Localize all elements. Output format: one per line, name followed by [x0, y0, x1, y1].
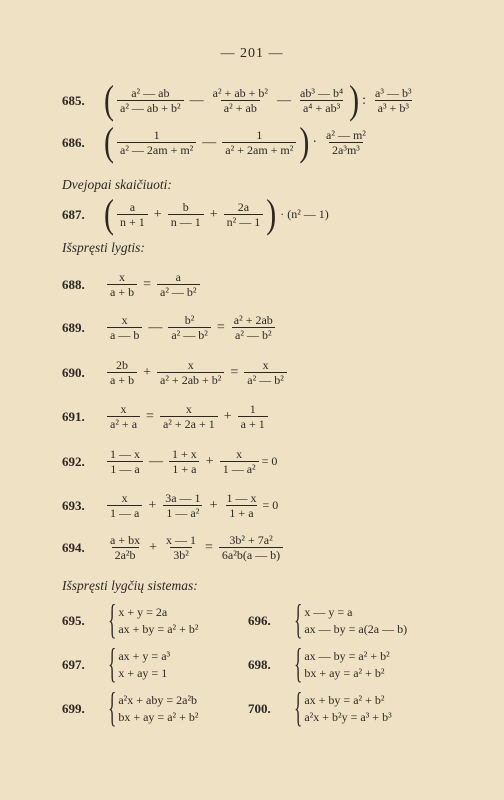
numerator: x — [187, 358, 194, 372]
section-heading: Išspręsti lygčių sistemas: — [62, 578, 198, 593]
denominator: a² — 2am + m² — [117, 142, 196, 157]
numerator: x — [119, 270, 126, 284]
denominator: a — b — [107, 327, 142, 342]
equals: = — [205, 539, 213, 555]
numerator: x — [121, 491, 128, 505]
operator: — — [149, 453, 163, 469]
fraction — [107, 491, 142, 520]
numerator: 2a — [237, 200, 250, 214]
problem-number: 700. — [248, 701, 271, 716]
section-heading: Išspręsti lygtis: — [62, 240, 145, 255]
fraction — [163, 533, 199, 562]
system-697 — [62, 642, 171, 687]
fraction — [244, 358, 287, 387]
fraction — [219, 533, 283, 562]
multiplier: · (n² — 1) — [280, 207, 329, 221]
equation: a²x + aby = 2a²b — [118, 693, 198, 707]
denominator: 3b² — [170, 547, 192, 562]
right-paren: ) — [349, 77, 360, 123]
right-paren: ) — [299, 119, 310, 165]
problem-689 — [62, 313, 279, 342]
right-hand-side: = 0 — [261, 454, 278, 468]
operator: + — [153, 206, 162, 222]
denominator: a² — b² — [232, 327, 275, 342]
equation: ax + y = a³ — [118, 649, 171, 663]
fraction — [297, 86, 346, 115]
operator: + — [223, 408, 232, 424]
numerator: 1 — [249, 402, 256, 416]
problem-number: 694. — [62, 539, 85, 555]
brace: { — [294, 598, 303, 643]
denominator: a + b — [107, 372, 137, 387]
problem-685 — [62, 77, 418, 123]
denominator: a² — b² — [168, 327, 211, 342]
equals: = — [143, 276, 151, 292]
system-696 — [248, 598, 408, 643]
brace: { — [108, 686, 117, 731]
numerator: a² + 2ab — [233, 313, 273, 327]
operator: + — [149, 539, 157, 555]
problem-number: 690. — [62, 364, 85, 380]
operator: + — [209, 497, 218, 513]
operator: + — [205, 453, 214, 469]
right-hand-side: = 0 — [262, 498, 279, 512]
numerator: a² — m² — [326, 128, 366, 142]
equals: = — [216, 319, 225, 335]
fraction — [168, 200, 204, 229]
section-heading: Dvejopai skaičiuoti: — [62, 177, 172, 192]
left-paren: ( — [104, 77, 114, 123]
denominator: a² — ab + b² — [117, 100, 184, 115]
fraction — [160, 402, 218, 431]
numerator: a² + ab + b² — [212, 86, 269, 100]
denominator: 1 + a — [169, 461, 199, 476]
denominator: a² — b² — [244, 372, 287, 387]
operator: + — [148, 497, 157, 513]
denominator: n — 1 — [168, 214, 204, 229]
equals: = — [230, 364, 239, 380]
problem-692 — [62, 447, 277, 476]
problem-686 — [62, 119, 372, 165]
numerator: 1 — [256, 128, 263, 142]
fraction — [220, 447, 259, 476]
fraction — [157, 358, 224, 387]
fraction — [107, 402, 140, 431]
numerator: a — [129, 200, 136, 214]
operator: + — [143, 364, 151, 380]
numerator: 1 — x — [110, 447, 140, 461]
fraction — [168, 313, 211, 342]
denominator: a⁴ + ab³ — [300, 100, 343, 115]
problem-number: 688. — [62, 276, 85, 292]
problem-number: 692. — [62, 453, 85, 469]
equation: a²x + b²y = a³ + b³ — [304, 710, 392, 724]
denominator: 6a²b(a — b) — [219, 547, 283, 562]
problem-number: 686. — [62, 134, 85, 150]
system-698 — [248, 642, 390, 687]
system-699 — [62, 686, 199, 731]
equation: x + ay = 1 — [118, 666, 168, 680]
equation: bx + ay = a² + b² — [304, 666, 385, 680]
brace: { — [108, 642, 117, 687]
equation: x — y = a — [304, 605, 353, 619]
fraction — [107, 447, 143, 476]
fraction — [169, 447, 200, 476]
problem-number: 685. — [62, 92, 85, 108]
problem-number: 697. — [62, 657, 85, 672]
problem-number: 687. — [62, 206, 85, 222]
fraction — [107, 358, 137, 387]
fraction — [117, 128, 196, 157]
denominator: 1 — a — [107, 461, 142, 476]
denominator: a + 1 — [238, 416, 268, 431]
numerator: 1 — [153, 128, 160, 142]
left-paren: ( — [104, 119, 114, 165]
numerator: 3a — 1 — [165, 491, 201, 505]
equation: ax + by = a² + b² — [304, 693, 385, 707]
denominator: 1 + a — [226, 505, 256, 520]
denominator: a² + 2a + 1 — [160, 416, 218, 431]
fraction — [157, 270, 200, 299]
problem-number: 699. — [62, 701, 85, 716]
numerator: x — [120, 402, 127, 416]
fraction — [223, 491, 259, 520]
numerator: x — [185, 402, 192, 416]
numerator: ab³ — b⁴ — [300, 86, 344, 100]
fraction — [238, 402, 268, 431]
fraction — [107, 313, 142, 342]
problem-number: 698. — [248, 657, 271, 672]
equation: x + y = 2a — [118, 605, 168, 619]
denominator: n + 1 — [117, 214, 148, 229]
denominator: a² + 2am + m² — [222, 142, 296, 157]
equation: bx + ay = a² + b² — [118, 710, 199, 724]
numerator: b — [182, 200, 189, 214]
brace: { — [294, 686, 303, 731]
system-695 — [62, 598, 199, 643]
equals: = — [146, 408, 154, 424]
numerator: a — [175, 270, 181, 284]
numerator: a² — ab — [131, 86, 170, 100]
left-paren: ( — [104, 191, 114, 237]
system-700 — [248, 686, 392, 731]
fraction — [224, 200, 264, 229]
equation: ax — by = a(2a — b) — [304, 622, 408, 636]
numerator: x — [236, 447, 243, 461]
problem-number: 689. — [62, 319, 85, 335]
equation: ax — by = a² + b² — [304, 649, 390, 663]
equation: ax + by = a² + b² — [118, 622, 199, 636]
problem-687 — [62, 191, 329, 237]
denominator: 2a³m³ — [329, 142, 363, 157]
fraction — [162, 491, 203, 520]
operator: — — [189, 92, 204, 108]
problem-690 — [62, 358, 290, 387]
denominator: 1 — a² — [220, 461, 259, 476]
denominator: a² + ab — [221, 100, 260, 115]
problem-694 — [62, 533, 286, 562]
operator: · — [312, 134, 318, 150]
numerator: 1 + x — [172, 447, 197, 461]
problem-number: 693. — [62, 497, 85, 513]
problem-688 — [62, 270, 203, 299]
operator: — — [277, 92, 292, 108]
denominator: a + b — [107, 284, 137, 299]
denominator: a² — b² — [157, 284, 200, 299]
operator: — — [202, 134, 217, 150]
right-paren: ) — [266, 191, 277, 237]
numerator: b² — [184, 313, 195, 327]
denominator: n² — 1 — [224, 214, 264, 229]
problem-691 — [62, 402, 271, 431]
brace: { — [108, 598, 117, 643]
numerator: a³ — b³ — [375, 86, 412, 100]
fraction — [231, 313, 276, 342]
numerator: 3b² + 7a² — [229, 533, 273, 547]
fraction — [117, 86, 184, 115]
fraction — [107, 270, 137, 299]
brace: { — [294, 642, 303, 687]
problem-693 — [62, 491, 278, 520]
fraction — [372, 86, 415, 115]
operator: — — [148, 319, 163, 335]
operator: + — [209, 206, 218, 222]
denominator: 1 — a² — [163, 505, 202, 520]
denominator: a² + 2ab + b² — [157, 372, 224, 387]
problem-number: 696. — [248, 613, 271, 628]
denominator: 2a²b — [112, 547, 139, 562]
page-number: — 201 — — [220, 46, 284, 61]
fraction — [117, 200, 148, 229]
denominator: a³ + b³ — [375, 100, 412, 115]
numerator: x — [262, 358, 269, 372]
numerator: 1 — x — [226, 491, 257, 505]
fraction — [107, 533, 143, 562]
numerator: a + bx — [110, 533, 141, 547]
problem-number: 691. — [62, 408, 85, 424]
operator: : — [362, 92, 367, 108]
fraction — [323, 128, 369, 157]
problem-number: 695. — [62, 613, 85, 628]
denominator: a² + a — [107, 416, 140, 431]
denominator: 1 — a — [107, 505, 142, 520]
numerator: x — 1 — [166, 533, 196, 547]
numerator: 2b — [116, 358, 129, 372]
fraction — [210, 86, 271, 115]
numerator: x — [121, 313, 128, 327]
fraction — [222, 128, 296, 157]
